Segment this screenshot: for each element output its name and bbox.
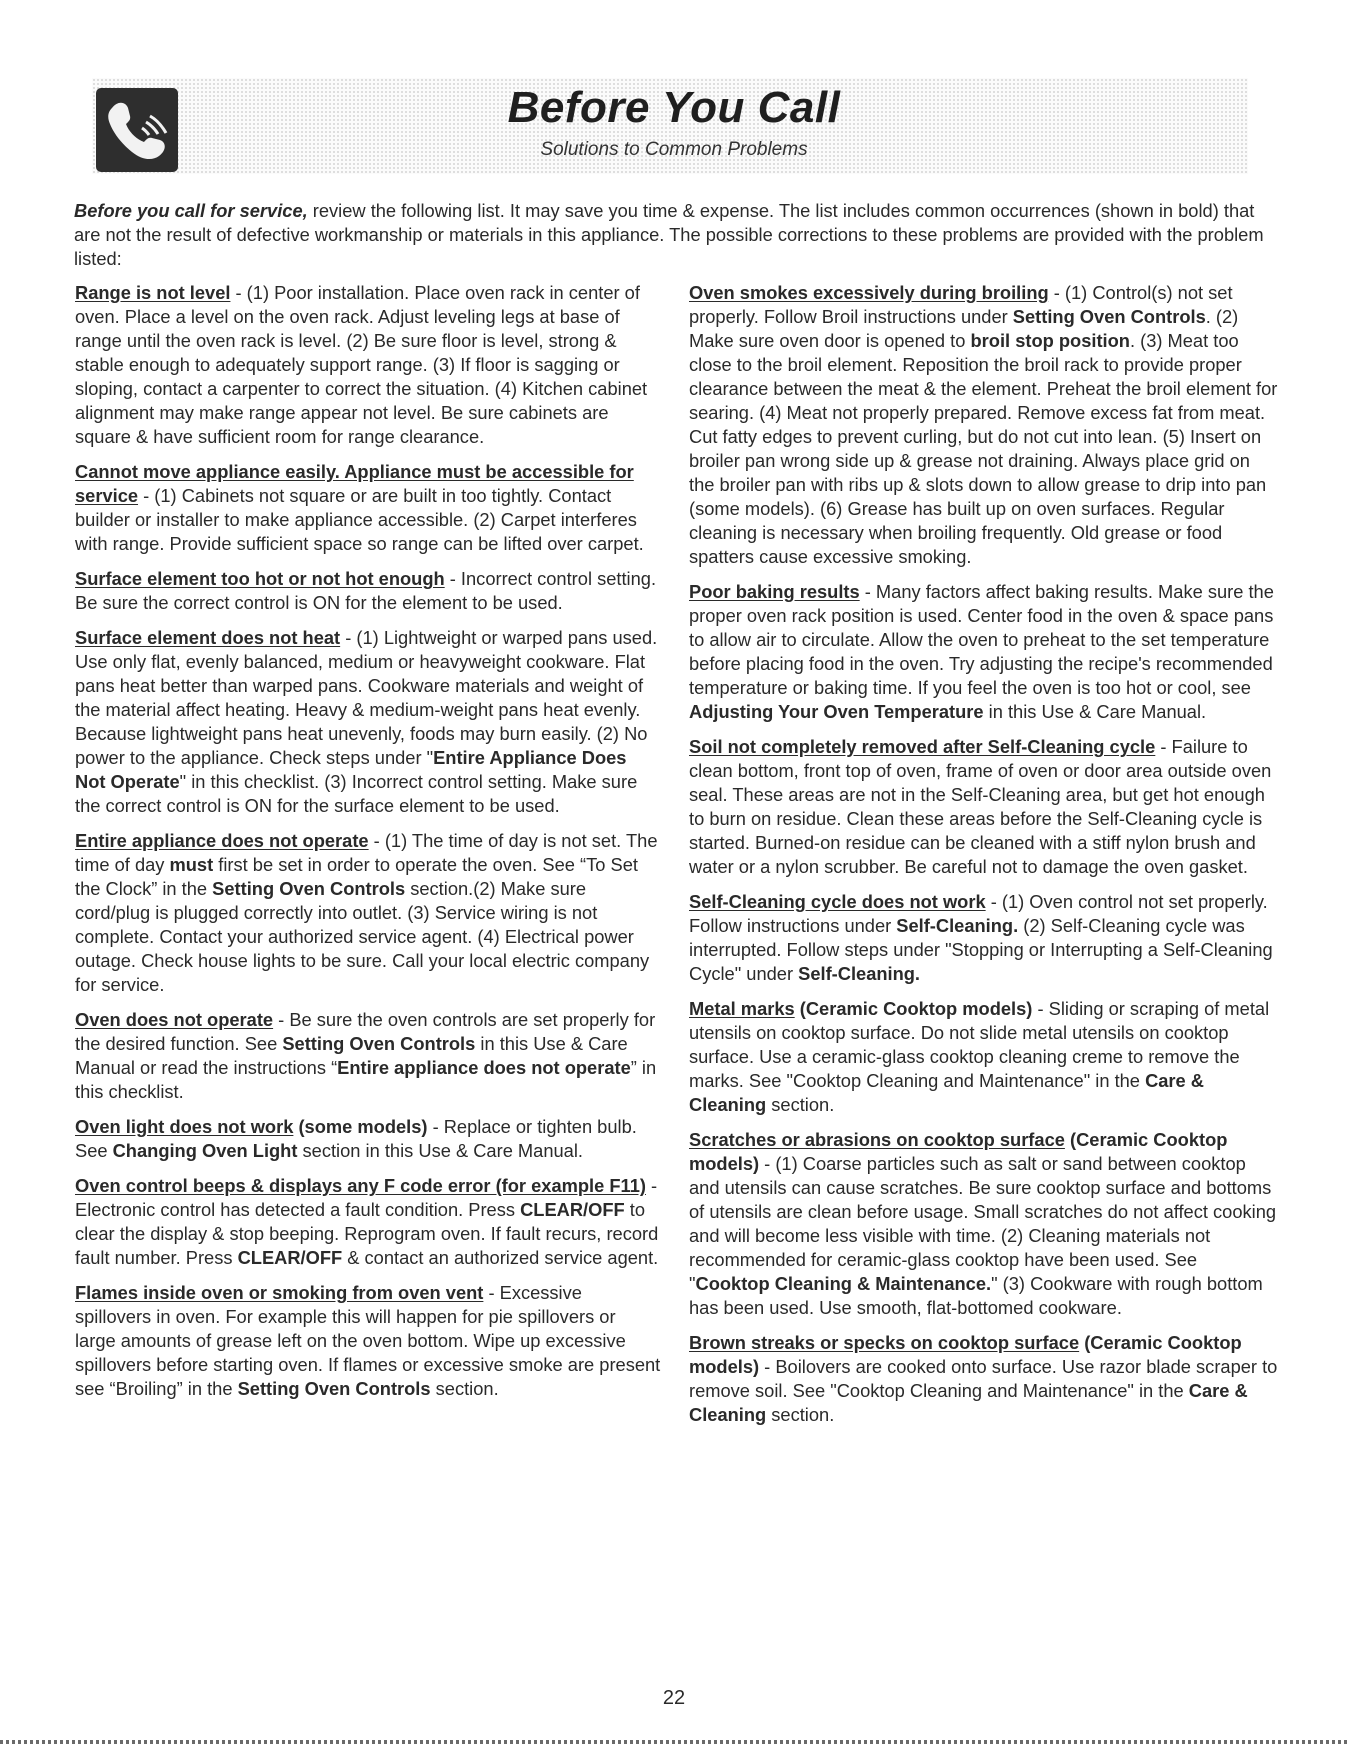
entry-text: - Replace or tighten bulb. See [75, 1116, 637, 1161]
entry-bold: Cooktop Cleaning & Maintenance. [695, 1273, 992, 1294]
entry-text: - Boilovers are cooked onto surface. Use razor blade scraper to remove soil. See "Cooktop Cleaning and Maintenance" in the [689, 1356, 1278, 1401]
entry-bold: Entire appliance does not operate [337, 1057, 631, 1078]
entry-bold: Care & Cleaning [689, 1070, 1204, 1115]
entry-text: - Incorrect control setting. Be sure the correct control is ON for the element to be used. [75, 568, 657, 613]
entry-qualifier: (Ceramic Cooktop models) [689, 1129, 1228, 1174]
entry-text: . (2) Make sure oven door is opened to [689, 306, 1239, 351]
intro-text: review the following list. It may save you time & expense. The list includes common occurrences (shown in bold) that are not the result of defective workmanship or materials in this appliance. The possible corrections to these problems are provided with the problem listed: [74, 200, 1264, 269]
entry-text: - (1) Cabinets not square or are built in too tightly. Contact builder or installer to make appliance accessible. (2) Carpet interferes with range. Provide sufficient space so range can be lifted over carpet. [75, 485, 644, 554]
entry-title: Scratches or abrasions on cooktop surface [689, 1129, 1065, 1150]
entry-title: Oven does not operate [75, 1009, 274, 1030]
entry-text: - (1) Lightweight or warped pans used. Use only flat, evenly balanced, medium or heavyweight cookware. Flat pans heat better than warped pans. Cookware materials and weight of the material affect heating. Heavy & medium-weight pans heat evenly. Because lightweight pans heat unevenly, foods may burn easily. (2) No power to the appliance. Check steps under " [75, 627, 658, 768]
entry-text: . (3) Meat too close to the broil element. Reposition the broil rack to provide proper clearance between the meat & the element. Preheat the broil element for searing. (4) Meat not properly prepared. Remove excess fat from meat. Cut fatty edges to prevent curling, but do not cut into lean. (5) Insert on broiler pan wrong side up & grease not draining. Always place grid on the broiler pan with ribs up & slots down to allow grease to drip into pan (some models). (6) Grease has built up on oven surfaces. Regular cleaning is necessary when broiling frequently. Old grease or food spatters cause excessive smoking. [689, 330, 1278, 567]
intro-lead: Before you call for service, [74, 200, 308, 221]
entry-text: section. [430, 1378, 499, 1399]
entry-text: - Sliding or scraping of metal utensils on cooktop surface. Do not slide metal utensils on cooktop surface. Use a ceramic-glass cooktop cleaning creme to remove the marks. See "Cooktop Cleaning and Maintenance" in the [689, 998, 1270, 1091]
entry-text: - (1) Control(s) not set properly. Follow Broil instructions under [689, 282, 1233, 327]
entry-title: Metal marks [689, 998, 795, 1019]
bottom-divider [0, 1740, 1348, 1744]
entry-title: Oven light does not work [75, 1116, 294, 1137]
entry-text: " (3) Cookware with rough bottom has been used. Use smooth, flat-bottomed cookware. [689, 1273, 1263, 1318]
entry-title: Oven control beeps & displays any F code error (for example F11) [75, 1175, 646, 1196]
entry-oven-light [75, 1115, 661, 1163]
entry-bold: Self-Cleaning. [798, 963, 921, 984]
entry-text: - Be sure the oven controls are set properly for the desired function. See [75, 1009, 656, 1054]
entry-bold: Changing Oven Light [112, 1140, 298, 1161]
entry-oven-not-operate [75, 1008, 661, 1104]
entry-bold: Setting Oven Controls [1012, 306, 1206, 327]
entry-bold: Setting Oven Controls [237, 1378, 431, 1399]
entry-surface-hot [75, 567, 661, 615]
left-column [75, 281, 661, 1412]
entry-cannot-move [75, 460, 661, 556]
entry-title: Oven smokes excessively during broiling [689, 282, 1049, 303]
entry-bold: Setting Oven Controls [212, 878, 406, 899]
entry-text: in this Use & Care Manual. [983, 701, 1207, 722]
entry-text: - Many factors affect baking results. Make sure the proper oven rack position is used. Center food in the oven & space pans to allow air to circulate. Allow the oven to preheat to the set temperature before placing food in the oven. Try adjusting the recipe's recommended temperature or baking time. If you feel the oven is too hot or cool, see [689, 581, 1274, 698]
entry-title: Cannot move appliance easily. Appliance must be accessible for service [75, 461, 634, 506]
entry-text: section.(2) Make sure cord/plug is plugged correctly into outlet. (3) Service wiring is not complete. Contact your authorized service agent. (4) Electrical power outage. Check house lights to be sure. Call your local electric company for service. [75, 878, 650, 995]
entry-text: - Electronic control has detected a fault condition. Press [75, 1175, 658, 1220]
entry-poor-baking [689, 580, 1279, 724]
entry-bold: Setting Oven Controls [282, 1033, 476, 1054]
entry-bold: CLEAR/OFF [520, 1199, 625, 1220]
entry-surface-no-heat [75, 626, 661, 818]
entry-text: first be set in order to operate the oven. See “To Set the Clock” in the [75, 854, 638, 899]
entry-title: Brown streaks or specks on cooktop surface [689, 1332, 1080, 1353]
entry-bold: broil stop position [970, 330, 1130, 351]
entry-text: to clear the display & stop beeping. Reprogram oven. If fault recurs, record fault number. Press [75, 1199, 659, 1268]
entry-brown-streaks [689, 1331, 1279, 1427]
entry-bold: must [169, 854, 214, 875]
entry-scratches [689, 1128, 1279, 1320]
entry-control-beeps [75, 1174, 661, 1270]
entry-title: Self-Cleaning cycle does not work [689, 891, 986, 912]
entry-title: Entire appliance does not operate [75, 830, 369, 851]
entry-qualifier: (Ceramic Cooktop models) [689, 1332, 1242, 1377]
entry-title: Range is not level [75, 282, 231, 303]
entry-bold: Entire Appliance Does Not Operate [75, 747, 627, 792]
entry-qualifier: (some models) [293, 1116, 428, 1137]
page-number: 22 [662, 1687, 686, 1709]
entry-text: " in this checklist. (3) Incorrect control setting. Make sure the correct control is ON for the surface element to be used. [75, 771, 638, 816]
page-subtitle: Solutions to Common Problems [540, 139, 808, 160]
entry-flames [75, 1281, 661, 1401]
entry-metal-marks [689, 997, 1279, 1117]
entry-text: - (1) Poor installation. Place oven rack in center of oven. Place a level on the oven rack. Adjust leveling legs at base of range until the oven rack is level. (2) Be sure floor is level, strong & stable enough to adequately support range. (3) If floor is sagging or sloping, contact a carpenter to correct the situation. (4) Kitchen cabinet alignment may make range appear not level. Be sure cabinets are square & have sufficient room for range clearance. [75, 282, 648, 447]
entry-qualifier: (Ceramic Cooktop models) [794, 998, 1033, 1019]
entry-text: - (1) Oven control not set properly. Follow instructions under [689, 891, 1268, 936]
intro-paragraph [74, 199, 1284, 271]
entry-range-not-level [75, 281, 661, 449]
entry-text: section. [766, 1404, 835, 1425]
entry-text: & contact an authorized service agent. [342, 1247, 659, 1268]
page-title: Before You Call [507, 83, 841, 132]
entry-title: Soil not completely removed after Self-Cleaning cycle [689, 736, 1156, 757]
entry-text: in this Use & Care Manual or read the instructions “ [75, 1033, 628, 1078]
entry-text: - Failure to clean bottom, front top of oven, frame of oven or door area outside oven seal. These areas are not in the Self-Cleaning area, but get hot enough to burn on residue. Clean these areas before the Self-Cleaning cycle is started. Burned-on residue can be cleaned with a stiff nylon brush and water or a nylon scrubber. Be careful not to damage the oven gasket. [689, 736, 1272, 877]
entry-soil [689, 735, 1279, 879]
entry-title: Surface element too hot or not hot enough [75, 568, 445, 589]
entry-text: - (1) Coarse particles such as salt or sand between cooktop and utensils can cause scratches. Be sure cooktop surface and bottoms of utensils are clean before usage. Small scratches do not affect cooking and will become less visible with time. (2) Cleaning materials not recommended for ceramic-glass cooktop have been used. See " [689, 1153, 1277, 1294]
entry-text: section. [766, 1094, 835, 1115]
entry-entire-appliance [75, 829, 661, 997]
entry-title: Poor baking results [689, 581, 860, 602]
entry-text: - (1) The time of day is not set. The time of day [75, 830, 658, 875]
entry-bold: CLEAR/OFF [237, 1247, 343, 1268]
entry-bold: Care & Cleaning [689, 1380, 1248, 1425]
entry-text: (2) Self-Cleaning cycle was interrupted. Follow steps under "Stopping or Interrupting a Self-Cleaning Cycle" under [689, 915, 1273, 984]
entry-self-clean [689, 890, 1279, 986]
entry-title: Surface element does not heat [75, 627, 341, 648]
right-column [689, 281, 1279, 1438]
entry-oven-smokes [689, 281, 1279, 569]
entry-bold: Adjusting Your Oven Temperature [689, 701, 984, 722]
entry-title: Flames inside oven or smoking from oven vent [75, 1282, 484, 1303]
entry-bold: Self-Cleaning. [896, 915, 1019, 936]
entry-text: ” in this checklist. [75, 1057, 657, 1102]
entry-text: - Excessive spillovers in oven. For example this will happen for pie spillovers or large amounts of grease left on the oven bottom. Wipe up excessive spillovers before starting oven. If flames or excessive smoke are present see “Broiling” in the [75, 1282, 661, 1399]
entry-text: section in this Use & Care Manual. [297, 1140, 583, 1161]
